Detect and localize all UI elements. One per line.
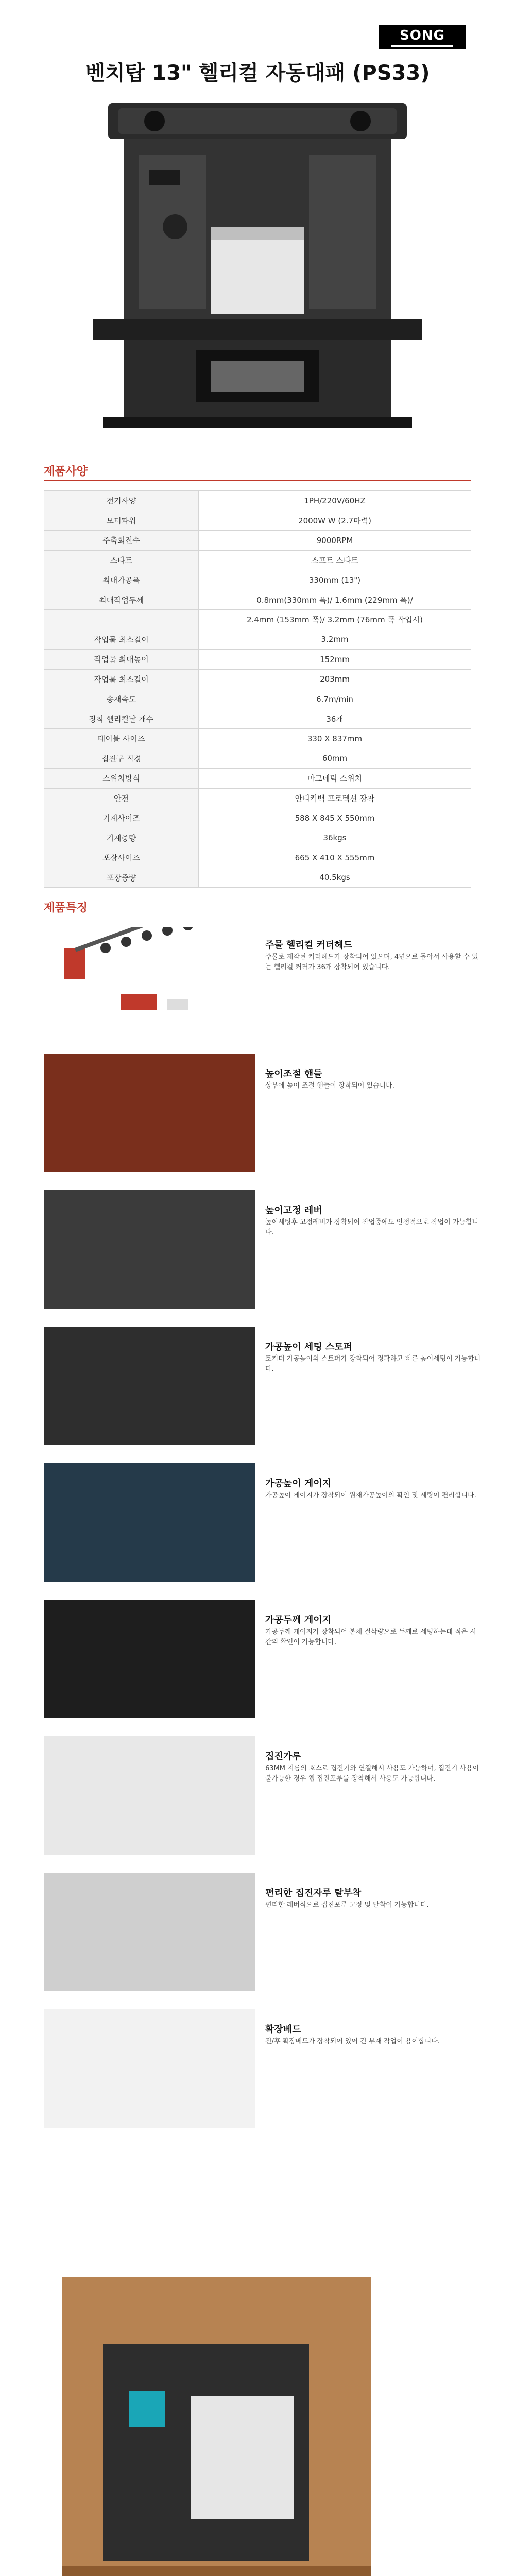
feature-title-4: 가공높이 세팅 스토퍼 [265, 1342, 353, 1352]
spec-key: 최대작업두께 [44, 590, 199, 610]
spec-value: 60mm [199, 749, 471, 769]
feature-desc-5: 가공높이 게이지가 장착되어 원재가공높이의 확인 및 세팅이 편리합니다. [265, 1492, 476, 1499]
spec-row [44, 729, 471, 749]
spec-row [44, 788, 471, 808]
spec-value: 2.4mm (153mm 폭)/ 3.2mm (76mm 폭 작업시) [199, 610, 471, 630]
spec-row [44, 669, 471, 689]
feature-desc-9: 전/후 확장베드가 장착되어 있어 긴 부재 작업이 용이합니다. [265, 2038, 440, 2045]
spec-row [44, 709, 471, 729]
feature-dust-bag-image [44, 1736, 255, 1855]
spec-row [44, 749, 471, 769]
spec-row [44, 550, 471, 570]
feature-desc-1: 주물로 제작된 커터헤드가 장착되어 있으며, 4면으로 돌아서 사용할 수 있는 헬리컬 커터가 36개 장착되어 있습니다. [265, 953, 478, 971]
spec-value: 2000W W (2.7마력) [199, 511, 471, 531]
feature-desc-3: 높이세팅후 고정레버가 장착되어 작업중에도 안정적으로 작업이 가능합니다. [265, 1218, 479, 1236]
spec-row [44, 689, 471, 709]
spec-key: 최대가공폭 [44, 570, 199, 590]
spec-value: 마그네틱 스위치 [199, 769, 471, 789]
feature-dust-bag-mount-image [44, 1873, 255, 1991]
spec-value: 330mm (13") [199, 570, 471, 590]
spec-heading: 제품사양 [44, 465, 88, 478]
feature-extension-bed-image [44, 2009, 255, 2128]
spec-row [44, 590, 471, 610]
brand-logo [379, 25, 466, 49]
feature-title-1: 주물 헬리컬 커터헤드 [265, 940, 353, 951]
spec-value: 36개 [199, 709, 471, 729]
spec-key: 기계사이즈 [44, 808, 199, 828]
page-title: 벤치탑 13" 헬리컬 자동대패 (PS33) [85, 61, 430, 85]
feature-height-gauge-image [44, 1463, 255, 1582]
feature-desc-6: 가공두께 게이지가 장착되어 본체 절삭량으로 두께로 세팅하는데 적은 시간의 확인이 가능합니다. [265, 1628, 476, 1646]
feature-cutterhead-image [44, 927, 255, 1036]
spec-value: 588 X 845 X 550mm [199, 808, 471, 828]
spec-key: 주축회전수 [44, 531, 199, 551]
feature-title-8: 편리한 집진자루 탈부착 [265, 1888, 362, 1899]
spec-row [44, 511, 471, 531]
spec-table [44, 490, 471, 888]
spec-value: 152mm [199, 650, 471, 670]
logo-text: SONG [400, 27, 445, 43]
feature-desc-4: 토커터 가공높이의 스토퍼가 장착되어 정확하고 빠른 높이세팅이 가능합니다. [265, 1355, 481, 1373]
spec-key: 테이블 사이즈 [44, 729, 199, 749]
feature-handle-image [44, 1054, 255, 1172]
features-heading: 제품특징 [44, 902, 88, 914]
feature-desc-7: 63MM 지름의 호스로 집진기와 연결해서 사용도 가능하며, 집진기 사용이 불가능한 경우 웹 집진포루를 장착해서 사용도 가능합니다. [265, 1765, 479, 1783]
feature-desc-2: 상부에 높이 조절 핸들이 장착되어 있습니다. [265, 1082, 394, 1090]
spec-row [44, 868, 471, 888]
feature-desc-8: 편리한 레버식으로 집진포루 고정 및 탈착이 가능합니다. [265, 1901, 429, 1909]
feature-title-5: 가공높이 게이지 [265, 1478, 331, 1489]
spec-key: 기계중량 [44, 828, 199, 848]
spec-value: 안티킥백 프로텍션 장착 [199, 788, 471, 808]
product-hero-image [93, 98, 422, 438]
spec-key: 모터파워 [44, 511, 199, 531]
feature-title-2: 높이조절 핸들 [265, 1069, 322, 1079]
spec-row [44, 650, 471, 670]
spec-row [44, 531, 471, 551]
spec-value: 1PH/220V/60HZ [199, 491, 471, 511]
spec-key: 포장중량 [44, 868, 199, 888]
spec-row [44, 848, 471, 868]
feature-lock-lever-image [44, 1190, 255, 1309]
spec-key: 포장사이즈 [44, 848, 199, 868]
spec-value: 203mm [199, 669, 471, 689]
spec-value: 9000RPM [199, 531, 471, 551]
spec-row [44, 769, 471, 789]
spec-key: 작업물 최대높이 [44, 650, 199, 670]
spec-row [44, 491, 471, 511]
spec-value: 소프트 스타트 [199, 550, 471, 570]
spec-value: 330 X 837mm [199, 729, 471, 749]
spec-key: 스타트 [44, 550, 199, 570]
spec-row [44, 630, 471, 650]
feature-depth-gauge-image [44, 1600, 255, 1718]
spec-key: 작업물 최소길이 [44, 669, 199, 689]
spec-key: 송재속도 [44, 689, 199, 709]
feature-stopper-image [44, 1327, 255, 1445]
spec-row [44, 808, 471, 828]
feature-title-6: 가공두께 게이지 [265, 1615, 331, 1625]
spec-key: 작업물 최소길이 [44, 630, 199, 650]
spec-key: 안전 [44, 788, 199, 808]
spec-value: 6.7m/min [199, 689, 471, 709]
spec-value: 3.2mm [199, 630, 471, 650]
spec-key: 전기사양 [44, 491, 199, 511]
feature-title-9: 확장베드 [265, 2024, 301, 2035]
spec-row [44, 570, 471, 590]
spec-key: 스위치방식 [44, 769, 199, 789]
spec-row [44, 828, 471, 848]
spec-value: 0.8mm(330mm 폭)/ 1.6mm (229mm 폭)/ [199, 590, 471, 610]
spec-key: 집진구 직경 [44, 749, 199, 769]
feature-title-7: 집진가루 [265, 1751, 301, 1762]
workshop-photo-1 [62, 2277, 371, 2576]
spec-row [44, 610, 471, 630]
spec-value: 665 X 410 X 555mm [199, 848, 471, 868]
spec-value: 40.5kgs [199, 868, 471, 888]
spec-key: 장착 헬리컬날 개수 [44, 709, 199, 729]
spec-key [44, 610, 199, 630]
feature-title-3: 높이고정 레버 [265, 1205, 322, 1216]
spec-value: 36kgs [199, 828, 471, 848]
